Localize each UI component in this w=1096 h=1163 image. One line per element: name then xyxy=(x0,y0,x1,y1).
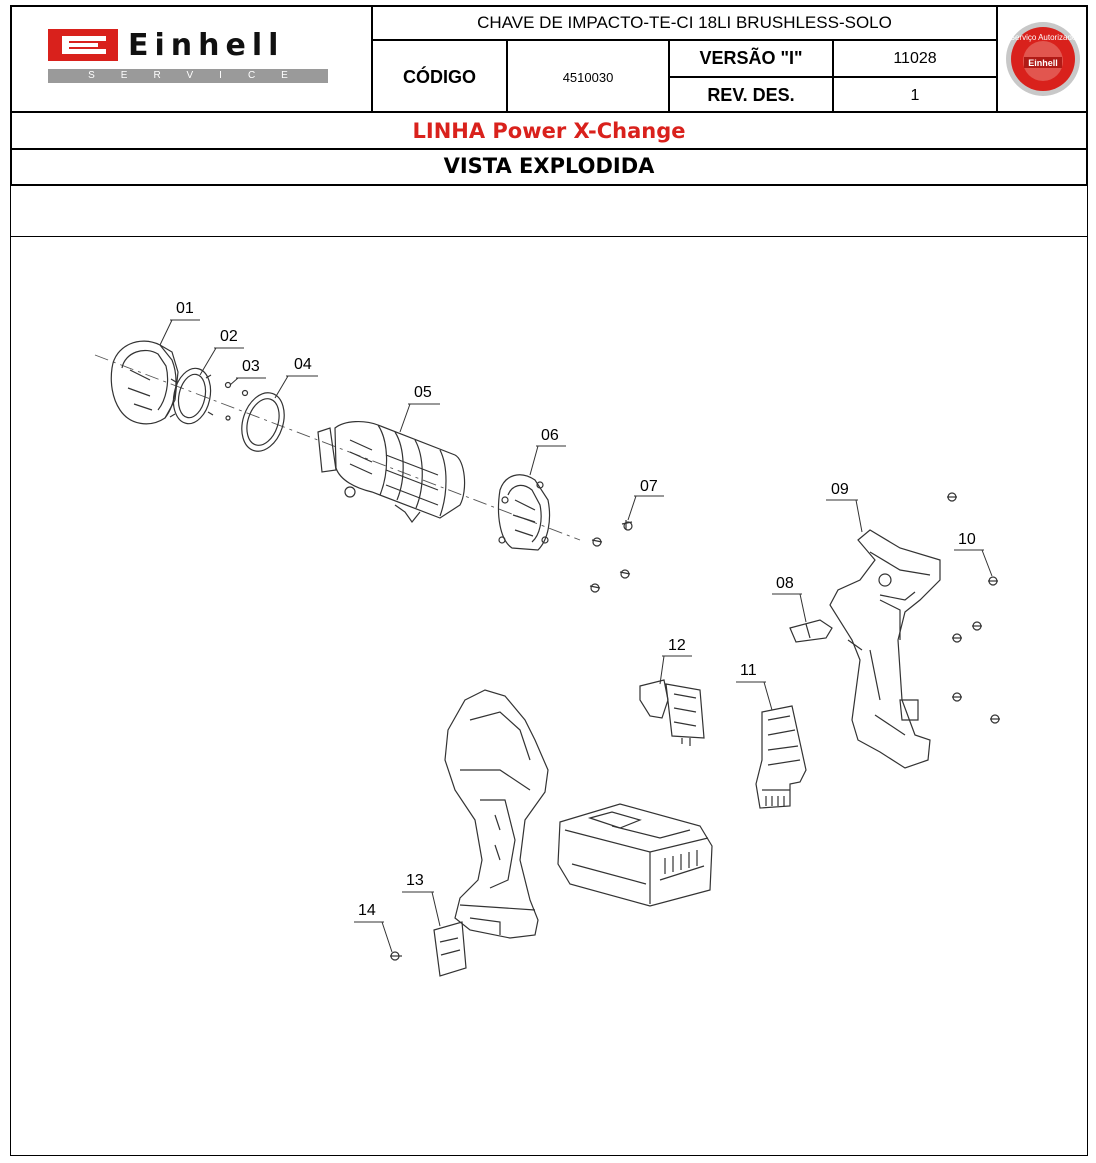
seal-brand: Einhell xyxy=(1028,58,1058,68)
callout-09: 09 xyxy=(831,481,849,498)
seal-arc-text: Serviço Autorizado xyxy=(1009,33,1077,42)
part-09-housing-half-right xyxy=(830,530,940,768)
callout-01: 01 xyxy=(176,300,194,317)
callout-08: 08 xyxy=(776,575,794,592)
part-07-screws xyxy=(590,520,632,592)
callout-05: 05 xyxy=(414,384,432,401)
leader-14 xyxy=(354,922,392,952)
product-title: CHAVE DE IMPACTO-TE-CI 18LI BRUSHLESS-SOLO xyxy=(477,13,892,32)
leader-09 xyxy=(826,500,862,532)
brand-sub: SERVICE xyxy=(88,70,314,81)
leader-04 xyxy=(275,376,318,398)
callout-03: 03 xyxy=(242,358,260,375)
rev-label: REV. DES. xyxy=(707,85,795,105)
callout-11: 11 xyxy=(740,662,757,679)
callout-04: 04 xyxy=(294,356,312,373)
part-14-screw xyxy=(390,952,402,960)
view-band: VISTA EXPLODIDA xyxy=(10,148,1088,186)
callout-10: 10 xyxy=(958,531,976,548)
callout-12: 12 xyxy=(668,637,686,654)
leader-06 xyxy=(530,446,566,475)
callout-13: 13 xyxy=(406,872,424,889)
callout-02: 02 xyxy=(220,328,238,345)
brand-wordmark: Einhell xyxy=(128,28,285,63)
leader-07 xyxy=(628,496,664,520)
leader-05 xyxy=(400,404,440,432)
leader-02 xyxy=(200,348,244,375)
part-06-rear-bracket xyxy=(499,475,550,550)
part-05-motor-assembly xyxy=(318,422,465,522)
callout-07: 07 xyxy=(640,478,658,495)
part-11-control-board xyxy=(756,706,806,808)
part-04-gasket-ring xyxy=(235,387,292,456)
leader-01 xyxy=(160,320,200,345)
callout-14: 14 xyxy=(358,902,376,919)
code-value: 4510030 xyxy=(562,69,614,85)
leader-13 xyxy=(402,892,440,926)
callout-06: 06 xyxy=(541,427,559,444)
version-value: 11028 xyxy=(893,49,937,67)
battery-pack xyxy=(558,804,712,906)
leader-10 xyxy=(954,550,992,576)
leader-12 xyxy=(660,656,692,684)
part-01-hammer-cover xyxy=(111,341,178,424)
leader-11 xyxy=(736,682,772,710)
part-08-direction-switch xyxy=(790,620,832,642)
part-12-trigger-switch xyxy=(640,680,704,746)
leader-08 xyxy=(772,594,806,622)
leader-03 xyxy=(230,378,266,385)
part-10-screws xyxy=(947,493,1000,723)
version-label: VERSÃO "I" xyxy=(699,48,803,68)
code-label: CÓDIGO xyxy=(402,66,476,87)
rev-value: 1 xyxy=(910,86,920,104)
product-line-band: LINHA Power X-Change xyxy=(10,111,1088,150)
part-13-belt-clip xyxy=(434,922,466,976)
housing-half-left xyxy=(445,690,548,938)
